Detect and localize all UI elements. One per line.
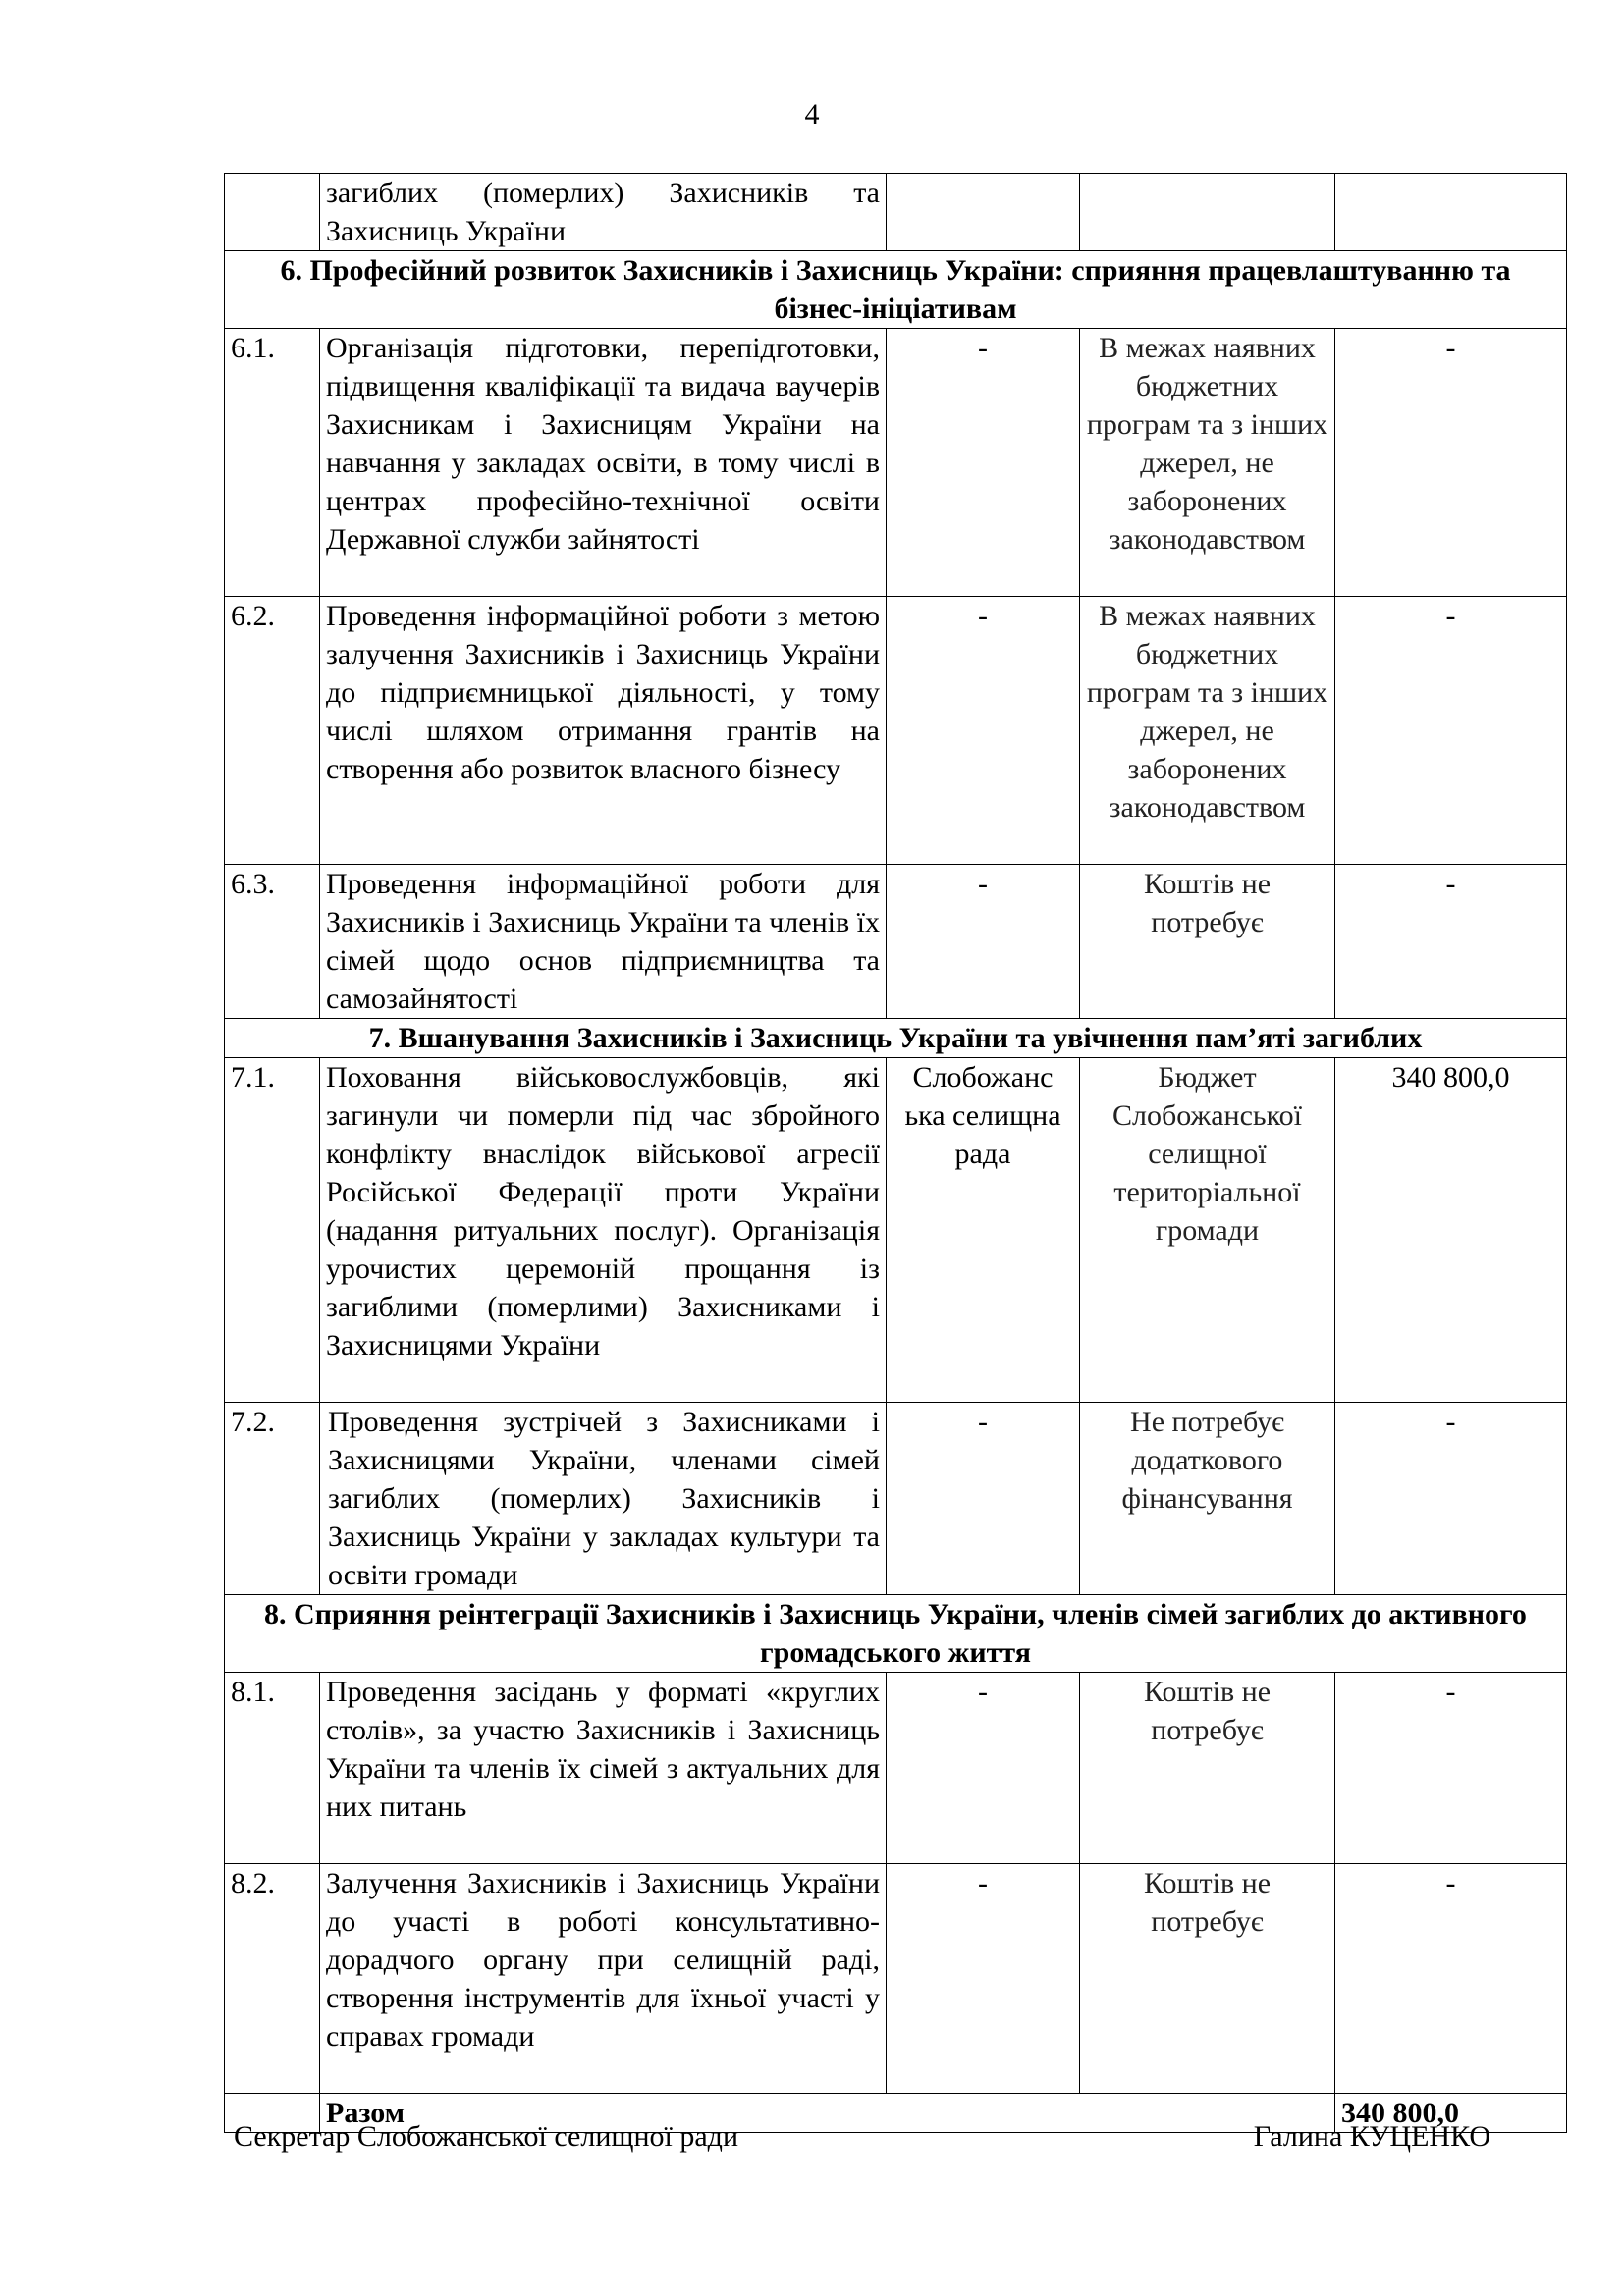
row-funding-source: Коштів не потребує: [1080, 865, 1335, 1019]
signatory-name: Галина КУЦЕНКО: [1253, 2120, 1490, 2153]
row-description: Проведення зустрічей з Захисниками і Захисницями України, членами сімей загиблих (померлих) Захисників і Захисниць України у закладах культури та освіти громади: [320, 1403, 887, 1595]
table-row: [225, 865, 1567, 1019]
row-funding-source: В межах наявних бюджетних програм та з інших джерел, не заборонених законодавством: [1080, 329, 1335, 597]
row-amount: -: [1335, 1673, 1567, 1864]
row-amount: [1335, 174, 1567, 251]
table-row: [225, 1864, 1567, 2094]
row-funding-source: Коштів не потребує: [1080, 1673, 1335, 1864]
table-row: [225, 1058, 1567, 1403]
table-row: [225, 1673, 1567, 1864]
row-executor: -: [887, 1673, 1080, 1864]
row-executor: -: [887, 597, 1080, 865]
row-description: Проведення засідань у форматі «круглих столів», за участю Захисників і Захисниць України та членів їх сімей з актуальних для них питань: [320, 1673, 887, 1864]
row-executor: [887, 174, 1080, 251]
row-description: Залучення Захисників і Захисниць України до участі в роботі консультативно-дорадчого органу при селищній раді, створення інструментів для їхньої участі у справах громади: [320, 1864, 887, 2094]
row-amount: -: [1335, 865, 1567, 1019]
row-number: 6.1.: [225, 329, 320, 597]
row-executor: -: [887, 1864, 1080, 2094]
section-title: 8. Сприяння реінтеграції Захисників і Захисниць України, членів сімей загиблих до активного громадського життя: [225, 1595, 1567, 1673]
signatory-position: Секретар Слобожанської селищної ради: [234, 2120, 738, 2153]
row-funding-source: [1080, 174, 1335, 251]
section-title: 6. Професійний розвиток Захисників і Захисниць України: сприяння працевлаштуванню та бізнес-ініціативам: [225, 251, 1567, 329]
row-funding-source: Коштів не потребує: [1080, 1864, 1335, 2094]
row-description: Поховання військовослужбовців, які загинули чи померли під час збройного конфлікту внаслідок військової агресії Російської Федерації проти України (надання ритуальних послуг). Організація урочистих церемоній прощання із загиблими (померлими) Захисниками і Захисницями України: [320, 1058, 887, 1403]
section-title: 7. Вшанування Захисників і Захисниць України та увічнення пам’яті загиблих: [225, 1019, 1567, 1058]
row-number: 8.2.: [225, 1864, 320, 2094]
table-row: [225, 1403, 1567, 1595]
row-amount: -: [1335, 597, 1567, 865]
total-label: Разом: [320, 2094, 1335, 2133]
row-amount: -: [1335, 1864, 1567, 2094]
row-amount: -: [1335, 329, 1567, 597]
table-row: [225, 329, 1567, 597]
row-executor: -: [887, 1403, 1080, 1595]
row-description: Організація підготовки, перепідготовки, підвищення кваліфікації та видача ваучерів Захисникам і Захисницям України на навчання у закладах освіти, в тому числі в центрах професійно-технічної освіти Державної служби зайнятості: [320, 329, 887, 597]
table-row: [225, 174, 1567, 251]
row-funding-source: В межах наявних бюджетних програм та з інших джерел, не заборонених законодавством: [1080, 597, 1335, 865]
row-description: загиблих (померлих) Захисників та Захисниць України: [320, 174, 887, 251]
table-row: [225, 597, 1567, 865]
row-executor: -: [887, 329, 1080, 597]
page-number: 4: [804, 98, 820, 131]
row-number-cell: [225, 174, 320, 251]
row-executor: -: [887, 865, 1080, 1019]
row-amount: -: [1335, 1403, 1567, 1595]
row-number: 7.2.: [225, 1403, 320, 1595]
row-description: Проведення інформаційної роботи для Захисників і Захисниць України та членів їх сімей щодо основ підприємництва та самозайнятості: [320, 865, 887, 1019]
row-number: 8.1.: [225, 1673, 320, 1864]
section-header: [225, 251, 1567, 329]
row-funding-source: Не потребує додаткового фінансування: [1080, 1403, 1335, 1595]
row-funding-source: Бюджет Слобожанської селищної територіальної громади: [1080, 1058, 1335, 1403]
row-description: Проведення інформаційної роботи з метою залучення Захисників і Захисниць України до підприємницької діяльності, у тому числі шляхом отримання грантів на створення або розвиток власного бізнесу: [320, 597, 887, 865]
row-number: 6.3.: [225, 865, 320, 1019]
row-executor: Слобожанс ька селищна рада: [887, 1058, 1080, 1403]
section-header: [225, 1019, 1567, 1058]
program-table: [224, 173, 1567, 2133]
row-number: 6.2.: [225, 597, 320, 865]
total-value: 340 800,0: [1335, 2094, 1567, 2133]
row-number: 7.1.: [225, 1058, 320, 1403]
row-amount: 340 800,0: [1335, 1058, 1567, 1403]
section-header: [225, 1595, 1567, 1673]
